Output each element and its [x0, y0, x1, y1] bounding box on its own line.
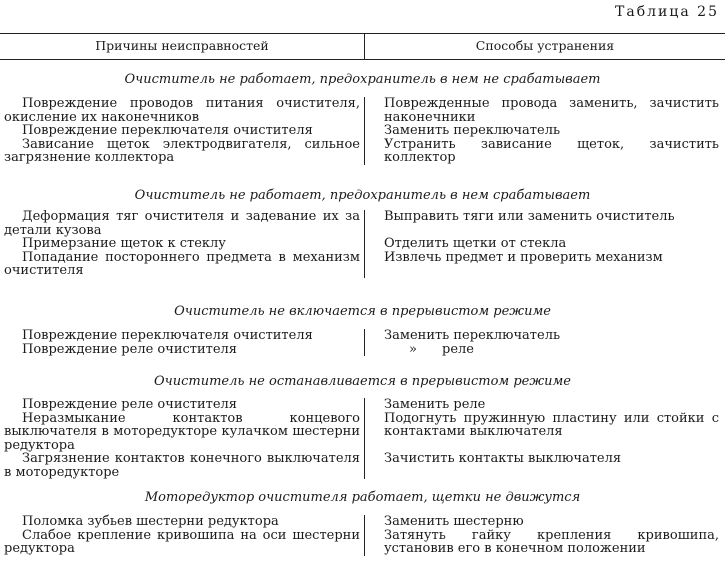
- header-bottom-rule: [0, 59, 725, 60]
- remedy-cell: Заменить переключатель: [364, 329, 725, 343]
- table-row: [0, 97, 725, 124]
- table-row: [0, 515, 725, 529]
- cause-cell: Неразмыкание контактов концевого выключателя в моторедукторе кулачком шестерни редуктора: [4, 410, 360, 453]
- cause-cell: Повреждение реле очистителя: [22, 341, 237, 357]
- cause-cell: Повреждение реле очистителя: [22, 397, 237, 412]
- section-rows: [0, 398, 725, 479]
- section-rows: [0, 210, 725, 278]
- cause-cell: Загрязнение контактов конечного выключателя в моторедукторе: [4, 451, 360, 480]
- cause-cell: Попадание постороннего предмета в механизм очистителя: [4, 249, 360, 278]
- section-title: Очиститель не работает, предохранитель в нем не срабатывает: [124, 72, 601, 87]
- cause-cell: Повреждение переключателя очистителя: [22, 328, 313, 343]
- table-row: [0, 251, 725, 278]
- cause-cell: Слабое крепление кривошипа на оси шестерни редуктора: [4, 527, 360, 556]
- section-rows: [0, 97, 725, 165]
- table-row: [0, 138, 725, 165]
- ditto-mark: »: [409, 341, 417, 357]
- remedy-cell: Зачистить контакты выключателя: [364, 452, 725, 479]
- remedy-cell: Поврежденные провода заменить, зачистить наконечники: [364, 97, 725, 124]
- remedy-cell: Заменить шестерню: [364, 515, 725, 529]
- remedy-cell: Затянуть гайку крепления кривошипа, установив его в конечном положении: [364, 529, 725, 556]
- table-row: [0, 237, 725, 251]
- section-rows: [0, 329, 725, 356]
- table-row: [0, 124, 725, 138]
- remedy-cell: [364, 343, 725, 357]
- cause-cell: Деформация тяг очистителя и задевание их за детали кузова: [4, 209, 360, 238]
- header-top-rule: [0, 33, 725, 34]
- table-row: [0, 412, 725, 453]
- table-row: [0, 343, 725, 357]
- section-title: Очиститель не включается в прерывистом режиме: [174, 304, 551, 319]
- remedy-cell: Заменить переключатель: [364, 124, 725, 138]
- column-header-remedies: Способы устранения: [475, 38, 615, 53]
- remedy-cell: Отделить щетки от стекла: [364, 237, 725, 251]
- cause-cell: Зависание щеток электродвигателя, сильное загрязнение коллектора: [4, 136, 360, 165]
- section-title: Очиститель не работает, предохранитель в нем срабатывает: [134, 188, 591, 203]
- cause-cell: Примерзание щеток к стеклу: [22, 236, 226, 251]
- section-rows: [0, 515, 725, 556]
- table-caption: Таблица 25: [615, 4, 719, 20]
- table-row: [0, 329, 725, 343]
- section-title: Моторедуктор очистителя работает, щетки не движутся: [144, 490, 581, 505]
- remedy-cell: Выправить тяги или заменить очиститель: [364, 210, 725, 237]
- remedy-cell: Устранить зависание щеток, зачистить коллектор: [364, 138, 725, 165]
- cause-cell: Поломка зубьев шестерни редуктора: [22, 514, 279, 529]
- remedy-cell: Извлечь предмет и проверить механизм: [364, 251, 725, 278]
- table-row: [0, 529, 725, 556]
- cause-cell: Повреждение переключателя очистителя: [22, 123, 313, 138]
- table-row: [0, 398, 725, 412]
- remedy-text: реле: [442, 341, 474, 357]
- table-row: [0, 210, 725, 237]
- remedy-cell: Подогнуть пружинную пластину или стойки с контактами выключателя: [364, 412, 725, 453]
- cause-cell: Повреждение проводов питания очистителя, окисление их наконечников: [4, 96, 360, 125]
- section-title: Очиститель не останавливается в прерывистом режиме: [154, 374, 571, 389]
- column-header-causes: Причины неисправностей: [95, 38, 269, 53]
- remedy-cell: Заменить реле: [364, 398, 725, 412]
- table-row: [0, 452, 725, 479]
